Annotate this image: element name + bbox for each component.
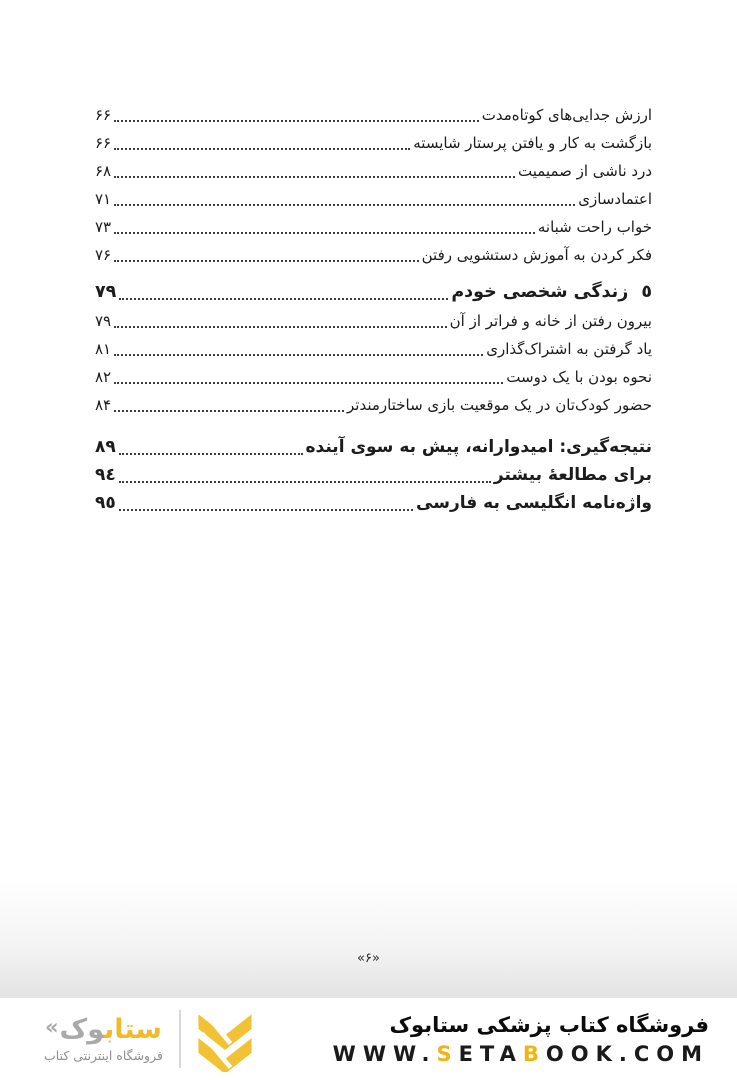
logo-wordmark [44,1015,163,1045]
url-www: WWW. [332,1041,437,1066]
wordmark-gray-part: وک [59,1014,105,1046]
toc-entry-title: بازگشت به کار و یافتن پرستار شایسته [413,134,652,153]
logo-text-block [44,1015,163,1063]
page-bottom-shadow [0,880,737,998]
dot-leader [119,509,413,511]
toc-entry-title: فکر کردن به آموزش دستشویی رفتن [421,246,652,265]
dot-leader [114,148,410,150]
toc-entry-title: حضور کودک‌تان در یک موقعیت بازی ساختارمندتر [347,396,652,415]
toc-page-number: ۷۳ [95,218,112,237]
dot-leader [114,260,419,262]
toc-entry-title: خواب راحت شبانه [537,218,652,237]
toc-entry-title: نحوه بودن با یک دوست [506,368,652,387]
toc-entry-title: واژه‌نامه انگلیسی به فارسی [416,493,652,514]
chevron-logo-icon [192,1006,258,1072]
toc-entry [95,211,652,239]
dot-leader [119,453,303,455]
toc-entry [95,389,652,417]
toc-page-number: ۷۱ [95,190,112,209]
url-rest: OOK.COM [545,1041,709,1066]
toc-entry [95,99,652,127]
toc-entry [95,361,652,389]
table-of-contents [95,99,652,516]
setabook-logo [44,1006,258,1072]
guillemet-icon: « [44,1015,59,1040]
toc-entry [95,239,652,267]
dot-leader [114,120,479,122]
toc-entry [95,183,652,211]
dot-leader [114,232,535,234]
toc-page-number: ۶۶ [95,134,112,153]
url-letter-b: B [522,1041,546,1066]
toc-page-number: ۶۶ [95,106,112,125]
toc-page-number: ۷۹ [95,312,112,331]
toc-entry-title: بیرون رفتن از خانه و فراتر از آن [449,312,652,331]
dot-leader [114,382,503,384]
toc-entry-title: یاد گرفتن به اشتراک‌گذاری [486,340,652,359]
logo-tagline: فروشگاه اینترنتی کتاب [44,1047,163,1063]
url-eta: ETA [458,1041,523,1066]
toc-entry-title: برای مطالعهٔ بیشتر [493,465,652,486]
toc-entry [95,333,652,361]
toc-entry-title: اعتمادسازی [578,190,652,209]
chapter-number: ٥ [641,281,652,302]
toc-page-number: ۷۹ [95,281,117,302]
dot-leader [114,410,344,412]
toc-entry-title: نتیجه‌گیری: امیدوارانه، پیش به سوی آینده [305,437,652,458]
url-letter-s: S [436,1041,459,1066]
toc-entry [95,274,652,305]
toc-page-number: ۶۸ [95,162,112,181]
dot-leader [114,326,447,328]
toc-entry [95,488,652,516]
toc-entry [95,127,652,155]
toc-entry [95,155,652,183]
toc-page-number: ۸۲ [95,368,112,387]
toc-page-number: ۸۹ [95,437,116,458]
dot-leader [114,204,575,206]
dot-leader [119,298,448,300]
toc-entry-title: ارزش جدایی‌های کوتاه‌مدت [481,106,652,125]
dot-leader [114,176,515,178]
wordmark-yellow-part: ستاب [104,1014,162,1046]
toc-entry [95,460,652,488]
logo-divider [179,1010,181,1068]
toc-page-number: ٩٥ [95,493,116,514]
toc-page-number: ۸۱ [95,340,112,359]
footer-bar [0,998,737,1080]
toc-page-number: ۸۴ [95,396,112,415]
toc-entry-title: درد ناشی از صمیمیت [518,162,652,181]
dot-leader [119,481,491,483]
toc-entry-title: زندگی شخصی خودم [451,281,629,302]
store-url [333,1042,709,1066]
toc-entry [95,305,652,333]
footer-store-info [333,1013,709,1066]
dot-leader [114,354,483,356]
store-title: فروشگاه کتاب پزشکی ستابوک [389,1012,709,1037]
page-number-marker: «۶» [357,951,380,966]
toc-entry [95,432,652,460]
toc-page-number: ٩٤ [95,465,116,486]
toc-page-number: ۷۶ [95,246,112,265]
